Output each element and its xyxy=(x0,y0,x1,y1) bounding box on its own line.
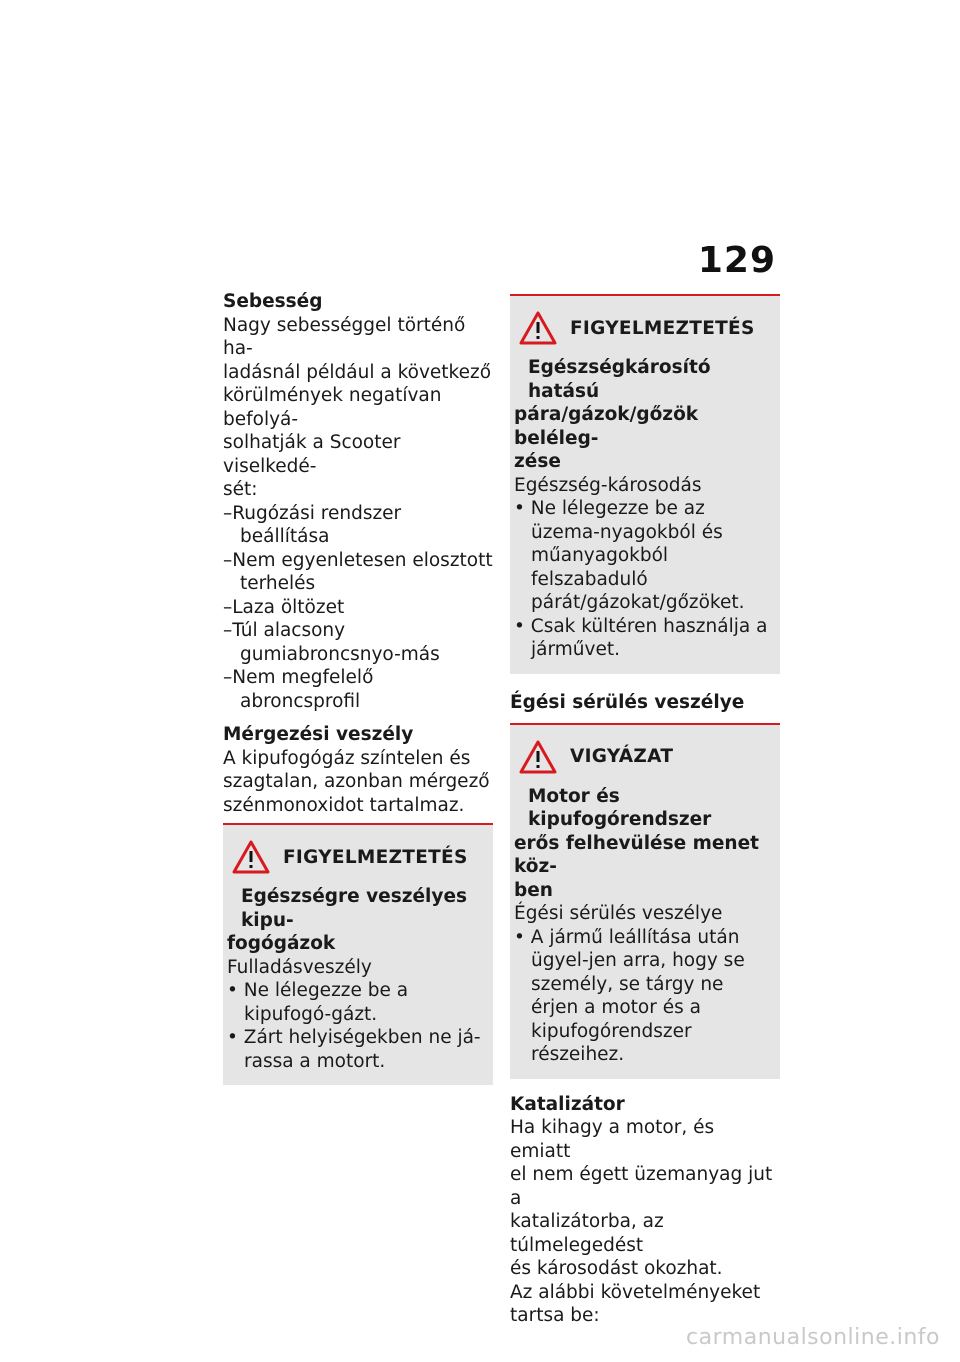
poison-text-line: szagtalan, azonban mérgező xyxy=(223,771,490,792)
warning-heading: pára/gázok/gőzök beléleg- xyxy=(514,404,699,449)
list-item: • Zárt helyiségekben ne já-rassa a motort. xyxy=(227,1027,481,1072)
warning-heading: zése xyxy=(514,451,561,472)
catalyst-heading: Katalizátor xyxy=(510,1093,625,1115)
warning-triangle-icon xyxy=(518,739,558,775)
page-number: 129 xyxy=(697,240,776,281)
warning-list xyxy=(514,497,776,662)
poison-text-line: szénmonoxidot tartalmaz. xyxy=(223,794,465,816)
warning-heading: ben xyxy=(514,879,553,901)
speed-intro-line: Nagy sebességgel történő ha- xyxy=(223,314,466,359)
list-item: –Nem egyenletesen elosztott terhelés xyxy=(223,549,493,594)
warning-label: FIGYELMEZTETÉS xyxy=(283,846,468,868)
warning-heading: Motor és kipufogórendszer xyxy=(528,785,712,830)
warning-subtitle: Fulladásveszély xyxy=(227,956,372,978)
warning-heading: erős felhevülése menet köz- xyxy=(514,832,759,877)
catalyst-text-line: katalizátorba, az túlmelegedést xyxy=(510,1211,664,1256)
catalyst-text-line: és károsodást okozhat. xyxy=(510,1258,723,1279)
warning-label: VIGYÁZAT xyxy=(570,746,674,767)
catalyst-text-line: tartsa be: xyxy=(510,1305,600,1326)
right-column xyxy=(510,290,780,1328)
warning-heading: Egészségre veszélyes kipu- xyxy=(241,886,468,931)
speed-factor-list xyxy=(223,502,493,714)
left-column xyxy=(223,290,493,1085)
list-item: • Ne lélegezze be az üzema-nyagokból és műanyagokból felszabaduló párát/gázokat/gőzöket. xyxy=(514,498,745,613)
list-item: • Ne lélegezze be a kipufogó-gázt. xyxy=(227,980,409,1025)
speed-intro-line: sét: xyxy=(223,479,258,500)
warning-box-exhaust xyxy=(223,823,493,1085)
catalyst-text-line: Ha kihagy a motor, és emiatt xyxy=(510,1117,715,1162)
warning-box-heat xyxy=(510,723,780,1079)
speed-heading: Sebesség xyxy=(223,291,323,312)
catalyst-text-line: Az alábbi követelményeket xyxy=(510,1281,761,1303)
warning-subtitle: Egészség-károsodás xyxy=(514,474,702,496)
poison-text-line: A kipufogógáz színtelen és xyxy=(223,747,471,769)
catalyst-text-line: el nem égett üzemanyag jut a xyxy=(510,1164,773,1209)
list-item: –Rugózási rendszer beállítása xyxy=(223,502,402,547)
warning-subtitle: Égési sérülés veszélye xyxy=(514,903,723,924)
warning-list xyxy=(514,926,776,1067)
warning-heading: fogógázok xyxy=(227,933,336,954)
warning-triangle-icon xyxy=(231,839,271,875)
warning-label: FIGYELMEZTETÉS xyxy=(570,317,755,339)
list-item: –Laza öltözet xyxy=(223,596,345,618)
speed-intro-line: körülmények negatívan befolyá- xyxy=(223,385,442,430)
warning-box-fumes xyxy=(510,294,780,674)
warning-triangle-icon xyxy=(518,310,558,346)
speed-intro-line: solhatják a Scooter viselkedé- xyxy=(223,432,401,477)
watermark: carmanualsonline.info xyxy=(686,1325,940,1350)
list-item: –Túl alacsony gumiabroncsnyo-más xyxy=(223,620,440,665)
list-item: • A jármű leállítása után ügyel-jen arra, hogy se személy, se tárgy ne érjen a motor és a kipufogórendszer részeihez. xyxy=(514,926,745,1065)
speed-intro-line: ladásnál például a következő xyxy=(223,361,492,383)
poison-heading: Mérgezési veszély xyxy=(223,724,414,745)
list-item: –Nem megfelelő abroncsprofil xyxy=(223,667,374,712)
warning-list xyxy=(227,979,489,1073)
list-item: • Csak kültéren használja a járművet. xyxy=(514,615,768,660)
warning-heading: Egészségkárosító hatású xyxy=(528,357,711,402)
burn-heading: Égési sérülés veszélye xyxy=(510,691,745,713)
